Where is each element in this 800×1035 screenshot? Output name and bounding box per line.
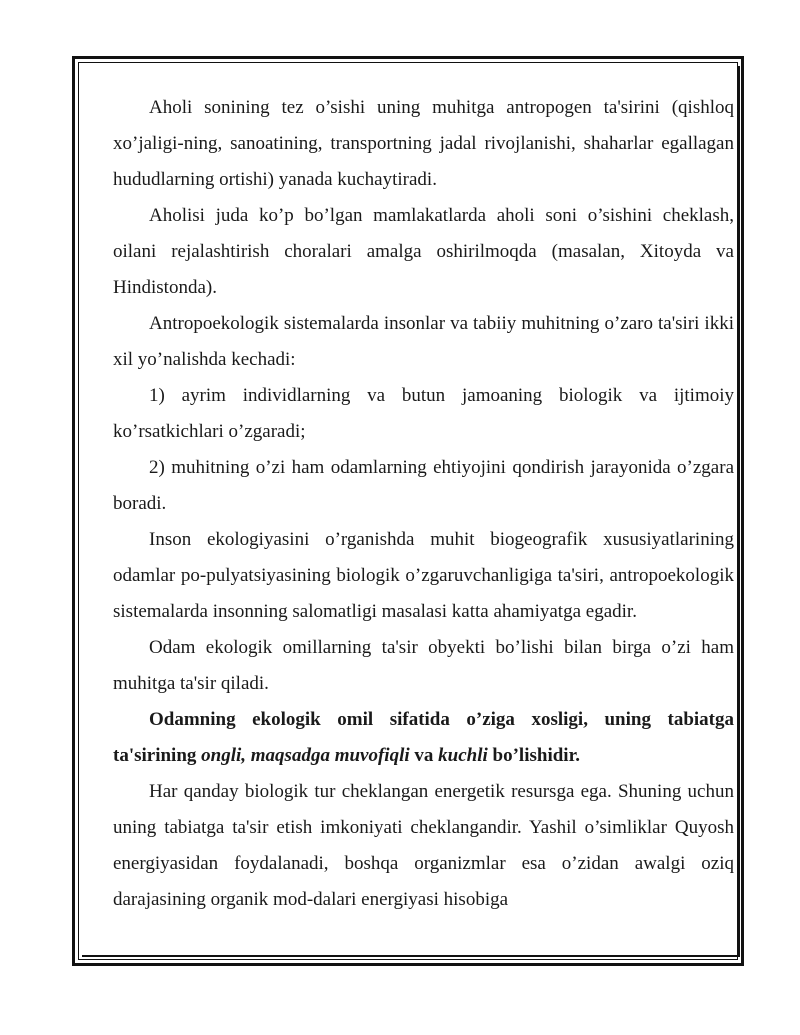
paragraph-anthropoecological-systems: Antropoekologik sistemalarda insonlar va tabiiy muhitning o’zaro ta'siri ikki xil yo’nalishda kechadi:: [113, 313, 734, 370]
page-border-bottom-rule: [82, 955, 740, 957]
paragraph-human-impact: Odam ekologik omillarning ta'sir obyekti bo’lishi bilan birga o’zi ham muhitga ta'sir qiladi.: [113, 637, 734, 694]
key-statement-italic-1: ongli, maqsadga muvofiqli: [201, 745, 410, 766]
paragraph-human-ecology: Inson ekologiyasini o’rganishda muhit biogeografik xususiyatlarining odamlar po-pulyatsiyasining biologik o’zgaruvchanligiga ta'siri, antropoekologik sistemalarda insonning salomatligi masalasi katta ahamiyatga egadir.: [113, 529, 734, 622]
key-statement-text-1: Odamning ekologik omil sifatida o’ziga xosligi, uning tabiatga ta'sirining: [113, 709, 734, 766]
paragraph-list-item-1: 1) ayrim individlarning va butun jamoaning biologik va ijtimoiy ko’rsatkichlari o’zgaradi;: [113, 385, 734, 442]
paragraph-energy-resources: Har qanday biologik tur cheklangan energetik resursga ega. Shuning uchun uning tabiatga ta'sir etish imkoniyati cheklangandir. Yashil o’simliklar Quyosh energiyasidan foydalanadi, boshqa organizmlar esa o’zidan awalgi oziq darajasining organik mod-dalari energiyasi hisobiga: [113, 781, 734, 910]
key-statement-text-3: bo’lishidir.: [487, 745, 581, 766]
page-border-right-rule: [737, 66, 740, 956]
key-statement-text-2: va: [409, 745, 439, 766]
paragraph-key-statement: [113, 702, 734, 774]
document-body: [113, 90, 734, 918]
paragraph-population-limits: Aholisi juda ko’p bo’lgan mamlakatlarda aholi soni o’sishini cheklash, oilani rejalashtirish choralari amalga oshirilmoqda (masalan, Xitoyda va Hindistonda).: [113, 205, 734, 298]
paragraph-population-growth: Aholi sonining tez o’sishi uning muhitga antropogen ta'sirini (qishloq xo’jaligi-ning, sanoatining, transportning jadal rivojlanishi, shaharlar egallagan hududlarning ortishi) yanada kuchaytiradi.: [113, 97, 734, 190]
paragraph-list-item-2: 2) muhitning o’zi ham odamlarning ehtiyojini qondirish jarayonida o’zgara boradi.: [113, 457, 734, 514]
key-statement-italic-2: kuchli: [438, 745, 488, 766]
